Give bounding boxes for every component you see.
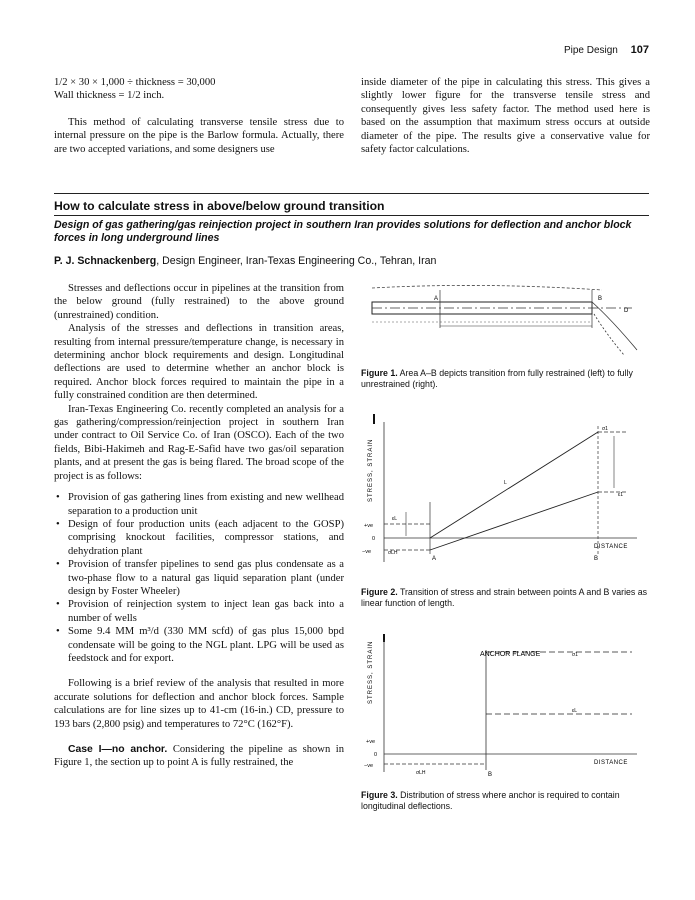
tick-minus-ve: −ve [362, 549, 372, 555]
sigma-lh-label: σLH [388, 550, 398, 556]
body-paragraph-3: Iran-Texas Engineering Co. recently completed an analysis for a gas gathering/compression/reinjection project in southern Iran under contract to Oil Service Co. of Iran (OSCO). Each of the two fields, Bibi-Hakimeh and Rag-E-Safid have two gas/oil separation plants, and at present the gas is being flared. The broad scope of the project is as follows: [54, 403, 344, 482]
pipeline-bend-dashed [594, 314, 624, 355]
eps-r-label: ε1 [618, 492, 624, 498]
strain-series [430, 492, 598, 550]
body-paragraph-4: Following is a brief review of the analysis that resulted in more accurate solutions for deflection and anchor block forces. Sample calculations are for line sizes up to 41-cm (16-in.) CD, pressure to 193 bars (2,800 psig) and temperatures to 72°C (162°F). [54, 678, 344, 730]
tick-minus-ve: −ve [364, 763, 374, 769]
figure-2-label: Figure 2. [361, 587, 398, 597]
eps-l-label: εL [572, 708, 578, 714]
tick-plus-ve: +ve [364, 523, 374, 529]
y-axis-label: STRESS, STRAIN [368, 438, 374, 502]
point-b-label: B [598, 296, 603, 302]
equation-1: 1/2 × 30 × 1,000 ÷ thickness = 30,000 [54, 77, 216, 88]
top-right-column [361, 76, 650, 156]
equation-2: Wall thickness = 1/2 inch. [54, 90, 165, 102]
list-item: • Design of four production units (each adjacent to the GOSP) comprising knockout facilities, compressor stations, and dehydration plant [54, 518, 344, 558]
x-axis-label: DISTANCE [594, 760, 628, 766]
l-label: L [504, 480, 507, 486]
page-number: 107 [630, 44, 649, 56]
case-paragraph [54, 743, 344, 770]
list-item: • Provision of reinjection system to inject lean gas back into a number of wells [54, 598, 344, 625]
sigma-r-label: σ1 [602, 426, 608, 432]
figure-2-caption-text: Transition of stress and strain between points A and B varies as linear function of length. [361, 587, 648, 608]
tick-zero: 0 [374, 752, 378, 758]
list-item: • Provision of gas gathering lines from existing and new wellhead separation to a production unit [54, 491, 344, 518]
body-column [54, 282, 344, 770]
pipeline-bend [592, 302, 637, 350]
author-line [54, 255, 436, 267]
figure-2-chart [362, 412, 652, 572]
top-left-column [54, 76, 344, 156]
figure-1-caption [361, 368, 651, 390]
tick-plus-ve: +ve [366, 739, 376, 745]
figure-2-caption [361, 587, 651, 609]
point-d-label: D [624, 308, 629, 314]
x-axis-label: DISTANCE [594, 544, 628, 550]
figure-3-caption-text: Distribution of stress where anchor is required to contain longitudinal deflections. [361, 790, 620, 811]
safety-factor-paragraph: inside diameter of the pipe in calculating this stress. This gives a slightly lower figure for the transverse tensile stress and consequently gives less safety factor. The method used here is based on the assumption that maximum stress occurs at outside diameter of the pipe. The results give a conservative value for safety factor calculations. [361, 77, 650, 156]
eps-l-label: εL [392, 516, 398, 522]
ground-surface-line [372, 285, 602, 290]
point-b-label: B [488, 772, 493, 778]
body-paragraph-2: Analysis of the stresses and deflections in transition areas, resulting from internal pressure/temperature change, is necessary in determining anchor block requirements and design. Longitudinal deflections are used to determine whether an anchor block is required. Anchor block forces required to maintain the pipe in a fully constrained condition are then determined. [54, 323, 344, 402]
list-item: • Provision of transfer pipelines to send gas plus condensate as a two-phase flow to a natural gas liquid separation plant (under design by Foster Wheeler) [54, 558, 344, 598]
scope-list [54, 491, 344, 665]
body-paragraph-1: Stresses and deflections occur in pipelines at the transition from the below ground (fully restrained) to the above ground (unrestrained) condition. [54, 283, 344, 321]
author-affiliation: , Design Engineer, Iran-Texas Engineering Co., Tehran, Iran [156, 255, 437, 267]
figure-1-caption-text: Area A–B depicts transition from fully restrained (left) to fully unrestrained (right). [361, 368, 633, 389]
figure-3-chart [362, 630, 652, 780]
anchor-flange-label: ANCHOR FLANGE [480, 651, 541, 658]
tick-zero: 0 [372, 536, 376, 542]
case-text: Considering the pipeline as shown in Figure 1, the section up to point A is fully restrained, the [54, 744, 344, 769]
article-title: How to calculate stress in above/below ground transition [54, 199, 385, 213]
y-axis-label: STRESS, STRAIN [368, 640, 374, 704]
stress-series [430, 432, 598, 538]
point-b-label: B [594, 556, 599, 562]
running-title: Pipe Design [563, 45, 618, 56]
section-divider [54, 193, 649, 194]
figure-3-label: Figure 3. [361, 790, 398, 800]
figure-1-diagram [362, 280, 652, 365]
figure-1-label: Figure 1. [361, 368, 398, 378]
title-underline [54, 215, 649, 216]
case-heading: Case I—no anchor. [68, 744, 168, 755]
sigma-lh-label: σLH [416, 770, 426, 776]
point-a-label: A [434, 296, 439, 302]
article-subtitle: Design of gas gathering/gas reinjection project in southern Iran provides solutions for deflection and anchor block forces in long underground lines [54, 219, 632, 244]
sigma-r-label: σ1 [572, 652, 578, 658]
figure-3-caption [361, 790, 651, 812]
author-name: P. J. Schnackenberg [54, 255, 157, 267]
barlow-paragraph: This method of calculating transverse tensile stress due to internal pressure on the pipe is the Barlow formula. Actually, there are two accepted variations, and some designers use [54, 116, 344, 155]
list-item: • Some 9.4 MM m³/d (330 MM scfd) of gas plus 15,000 bpd condensate will be going to the NGL plant. LPG will be used as feedstock and for export. [54, 625, 344, 665]
point-a-label: A [432, 556, 437, 562]
running-header [564, 44, 649, 56]
